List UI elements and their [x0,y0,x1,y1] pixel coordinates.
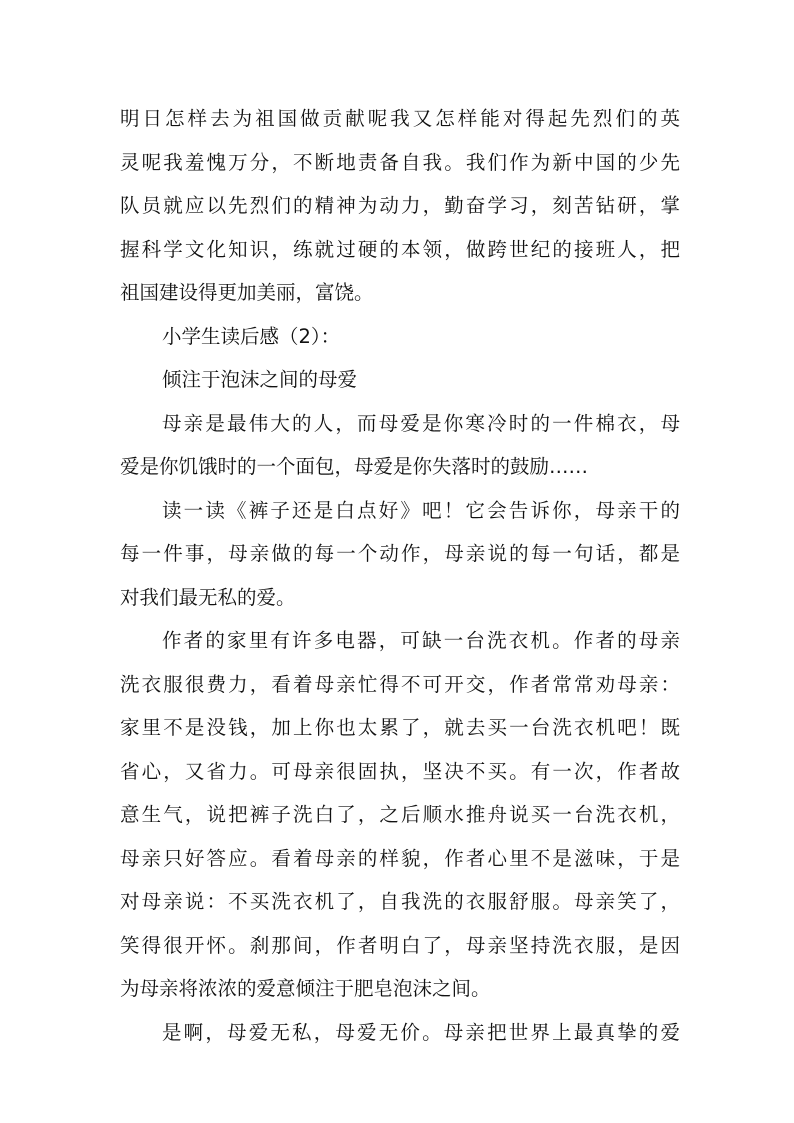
text-line: 每一件事，母亲做的每一个动作，母亲说的每一句话，都是 [120,542,680,565]
text-line: 握科学文化知识，练就过硬的本领，做跨世纪的接班人，把 [120,237,680,261]
text-line: 是啊，母爱无私，母爱无价。母亲把世界上最真挚的爱 [162,1020,680,1044]
text-line: 作者的家里有许多电器，可缺一台洗衣机。作者的母亲 [162,629,680,652]
text-line: 意生气，说把裤子洗白了，之后顺水推舟说买一台洗衣机， [120,803,680,826]
text-line: 母亲是最伟大的人，而母爱是你寒冷时的一件棉衣，母 [162,411,680,435]
text-line: 对母亲说：不买洗衣机了，自我洗的衣服舒服。母亲笑了， [120,890,680,913]
text-line: 省心，又省力。可母亲很固执，坚决不买。有一次，作者故 [120,759,680,783]
essay-title: 倾注于泡沫之间的母爱 [162,368,358,391]
text-line: 笑得很开怀。刹那间，作者明白了，母亲坚持洗衣服，是因 [120,933,680,957]
text-line: 队员就应以先烈们的精神为动力，勤奋学习，刻苦钻研，掌 [120,194,680,217]
text-line: 读一读《裤子还是白点好》吧！它会告诉你，母亲干的 [162,498,680,522]
text-line: 母亲只好答应。看着母亲的样貌，作者心里不是滋味，于是 [120,846,680,870]
section-heading: 小学生读后感（2）： [162,324,341,348]
document-body [120,97,680,1054]
text-line: 为母亲将浓浓的爱意倾注于肥皂泡沫之间。 [120,977,491,1000]
text-line: 爱是你饥饿时的一个面包，母爱是你失落时的鼓励…… [120,455,589,478]
text-line: 对我们最无私的爱。 [120,585,296,609]
text-line: 明日怎样去为祖国做贡献呢我又怎样能对得起先烈们的英 [120,107,680,130]
text-line: 祖国建设得更加美丽，富饶。 [120,281,374,304]
text-line: 灵呢我羞愧万分，不断地责备自我。我们作为新中国的少先 [120,150,680,174]
text-line: 洗衣服很费力，看着母亲忙得不可开交，作者常常劝母亲： [120,672,680,696]
text-line: 家里不是没钱，加上你也太累了，就去买一台洗衣机吧！既 [120,716,680,739]
